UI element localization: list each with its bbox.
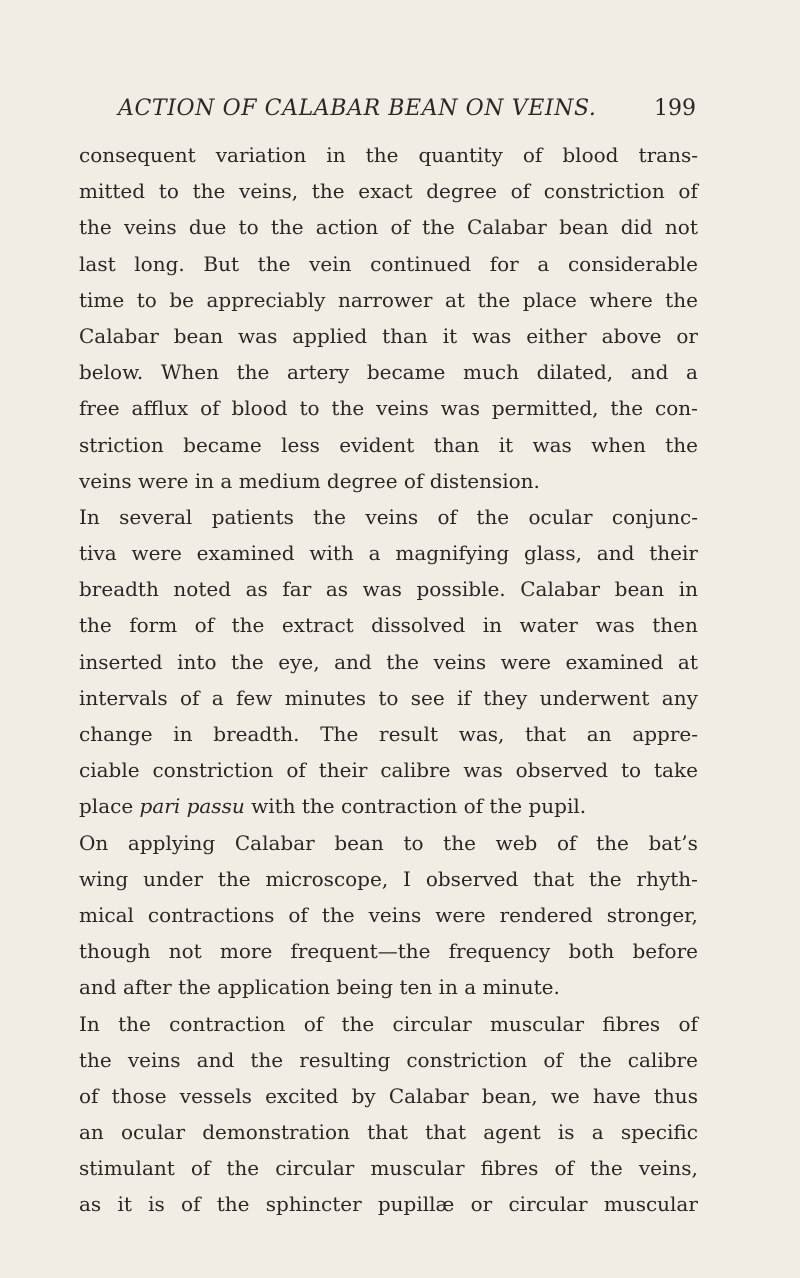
text-line: inserted into the eye, and the veins were examined at xyxy=(79,649,698,674)
page-number: 199 xyxy=(654,96,696,121)
running-head xyxy=(118,92,696,126)
text-line: as it is of the sphincter pupillæ or circular muscular xyxy=(79,1192,698,1217)
text-line: and after the application being ten in a minute. xyxy=(79,975,560,1000)
text-line: wing under the microscope, I observed that the rhyth- xyxy=(79,866,698,891)
text-line: intervals of a few minutes to see if they underwent any xyxy=(79,685,698,710)
text-line: free afflux of blood to the veins was permitted, the con- xyxy=(79,396,698,421)
text-line: place pari passu with the contraction of the pupil. xyxy=(79,794,587,819)
text-line: of those vessels excited by Calabar bean, we have thus xyxy=(79,1083,698,1108)
text-line: below. When the artery became much dilated, and a xyxy=(79,360,698,385)
text-line: though not more frequent—the frequency both before xyxy=(79,939,698,964)
body-text xyxy=(79,137,698,1223)
running-title: ACTION OF CALABAR BEAN ON VEINS. xyxy=(118,96,597,121)
text-line: change in breadth. The result was, that an appre- xyxy=(79,722,698,746)
text-line: the form of the extract dissolved in water was then xyxy=(79,613,698,638)
text-line: stimulant of the circular muscular fibres of the veins, xyxy=(79,1156,698,1181)
text-line: In several patients the veins of the ocular conjunc- xyxy=(79,504,698,529)
text-line: Calabar bean was applied than it was either above or xyxy=(79,323,698,348)
text-line: In the contraction of the circular muscular fibres of xyxy=(79,1011,698,1036)
text-line: ciable constriction of their calibre was observed to take xyxy=(79,758,698,783)
text-line: an ocular demonstration that that agent is a specific xyxy=(79,1120,698,1145)
text-line: the veins and the resulting constriction of the calibre xyxy=(79,1047,698,1072)
text-line: mitted to the veins, the exact degree of constriction of xyxy=(79,179,698,204)
text-line: the veins due to the action of the Calabar bean did not xyxy=(79,215,698,240)
text-line: On applying Calabar bean to the web of the bat’s xyxy=(79,830,698,855)
text-line: striction became less evident than it was when the xyxy=(79,432,698,457)
text-line: consequent variation in the quantity of blood trans- xyxy=(79,143,698,167)
text-line: tiva were examined with a magnifying glass, and their xyxy=(79,541,698,566)
text-line: veins were in a medium degree of distension. xyxy=(79,468,540,493)
text-line: last long. But the vein continued for a considerable xyxy=(79,251,698,276)
text-line: time to be appreciably narrower at the place where the xyxy=(79,287,698,312)
text-line: breadth noted as far as was possible. Calabar bean in xyxy=(79,577,698,602)
text-line: mical contractions of the veins were rendered stronger, xyxy=(79,902,698,927)
